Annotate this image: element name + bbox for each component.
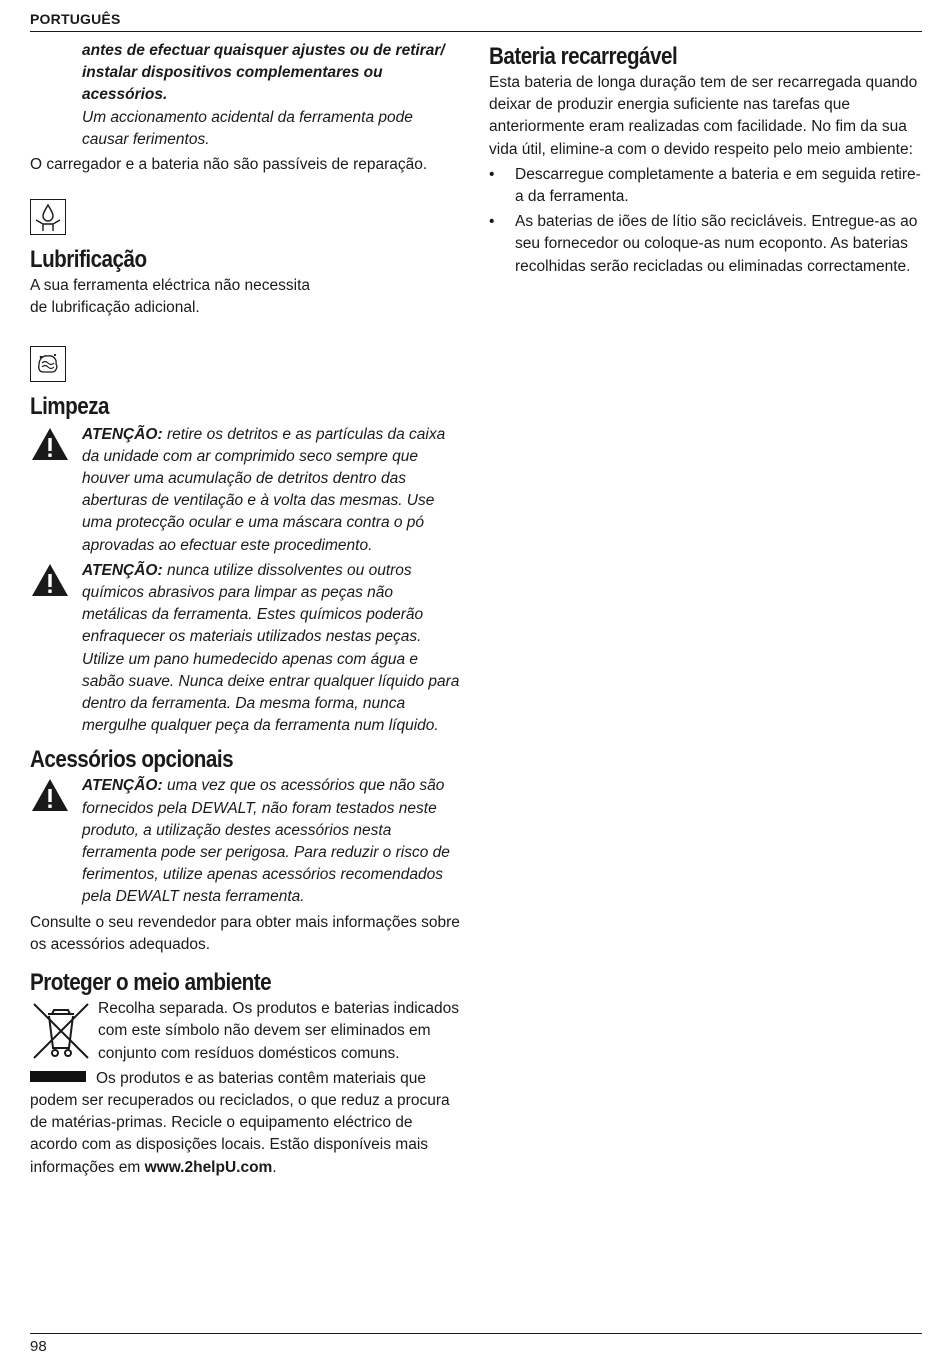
separate-collection-block — [30, 998, 462, 1065]
cleaning-title: Limpeza — [30, 392, 109, 420]
environment-title: Proteger o meio ambiente — [30, 969, 272, 997]
separate-collection-bar — [30, 1071, 86, 1082]
accessories-title: Acessórios opcionais — [30, 746, 234, 774]
lubrication-icon — [30, 199, 66, 235]
battery-bullet-list — [489, 164, 925, 278]
lubrication-text: A sua ferramenta eléctrica não necessita de lubrificação adicional. — [30, 277, 311, 317]
warning-text: nunca utilize dissolventes ou outros químicos abrasivos para limpar as peças não metálicas da ferramenta. Estes químicos poderão enfraquecer os materiais utilizados nestas peças. Utilize um pano humedecido apenas com água e sabão suave. Nunca deixe entrar qualquer líquido para dentro da ferramenta. Da mesma forma, nunca mergulhe qualquer peça da ferramenta num líquido. — [82, 561, 460, 735]
list-item: • Descarregue completamente a bateria e em seguida retire-a da ferramenta. — [489, 164, 925, 208]
list-item: • As baterias de iões de lítio são recicláveis. Entregue-as ao seu fornecedor ou coloque-as num ecoponto. As baterias recolhidas serão recicladas ou eliminadas correctamente. — [489, 211, 925, 278]
weee-crossed-bin-icon — [30, 1000, 92, 1062]
recycle-text: Os produtos e as baterias contêm materiais que podem ser recuperados ou reciclados, o que reduz a procura de matérias-primas. Recicle o equipamento eléctrico de acordo com as disposições locais. Estão disponíveis mais informações em — [30, 1069, 450, 1176]
help-url-link[interactable]: www.2helpU.com — [144, 1158, 273, 1176]
intro-italic: Um accionamento acidental da ferramenta pode causar ferimentos. — [82, 108, 413, 148]
right-column — [489, 40, 925, 278]
warning-icon — [30, 424, 82, 467]
warning-label: ATENÇÃO: — [82, 561, 163, 579]
recycle-paragraph — [30, 1065, 462, 1179]
footer-rule — [30, 1333, 922, 1334]
separate-collection-text: Recolha separada. Os produtos e baterias indicados com este símbolo não devem ser eliminados em conjunto com resíduos domésticos comuns. — [98, 1000, 460, 1062]
warning-text: retire os detritos e as partículas da caixa da unidade com ar comprimido seco sempre que houver uma acumulação de detritos dentro das aberturas de ventilação e à volta das mesmas. Use uma protecção ocular e uma máscara contra o pó aprovadas ao efectuar este procedimento. — [82, 425, 446, 554]
page-number: 98 — [30, 1338, 47, 1355]
cleaning-icon — [30, 346, 66, 382]
battery-text: Esta bateria de longa duração tem de ser recarregada quando deixar de produzir energia suficiente nas tarefas que anteriormente eram realizadas com facilidade. No fim da sua vida útil, elimine-a com o devido respeito pelo meio ambiente: — [489, 74, 918, 158]
warning-text: uma vez que os acessórios que não são fornecidos pela DEWALT, não foram testados neste produto, a utilização destes acessórios nesta ferramenta pode ser perigosa. Para reduzir o risco de ferimentos, utilize apenas acessórios recomendados pela DEWALT nesta ferramenta. — [82, 777, 450, 906]
warning-label: ATENÇÃO: — [82, 425, 163, 443]
url-suffix: . — [272, 1158, 277, 1176]
cleaning-warning-1 — [30, 424, 462, 557]
intro-note: O carregador e a bateria não são passíveis de reparação. — [30, 156, 428, 174]
warning-label: ATENÇÃO: — [82, 777, 163, 795]
lubrication-title: Lubrificação — [30, 246, 147, 274]
intro-bold-italic: antes de efectuar quaisquer ajustes ou de retirar/ instalar dispositivos complementares ou acessórios. — [82, 42, 445, 104]
warning-icon — [30, 775, 82, 818]
battery-title: Bateria recarregável — [489, 43, 678, 70]
header-rule — [30, 31, 922, 32]
left-column — [30, 40, 462, 1179]
header-language: PORTUGUÊS — [30, 11, 121, 27]
accessories-note: Consulte o seu revendedor para obter mais informações sobre os acessórios adequados. — [30, 913, 460, 953]
cleaning-warning-2 — [30, 560, 462, 738]
accessories-warning — [30, 775, 462, 908]
warning-icon — [30, 560, 82, 603]
